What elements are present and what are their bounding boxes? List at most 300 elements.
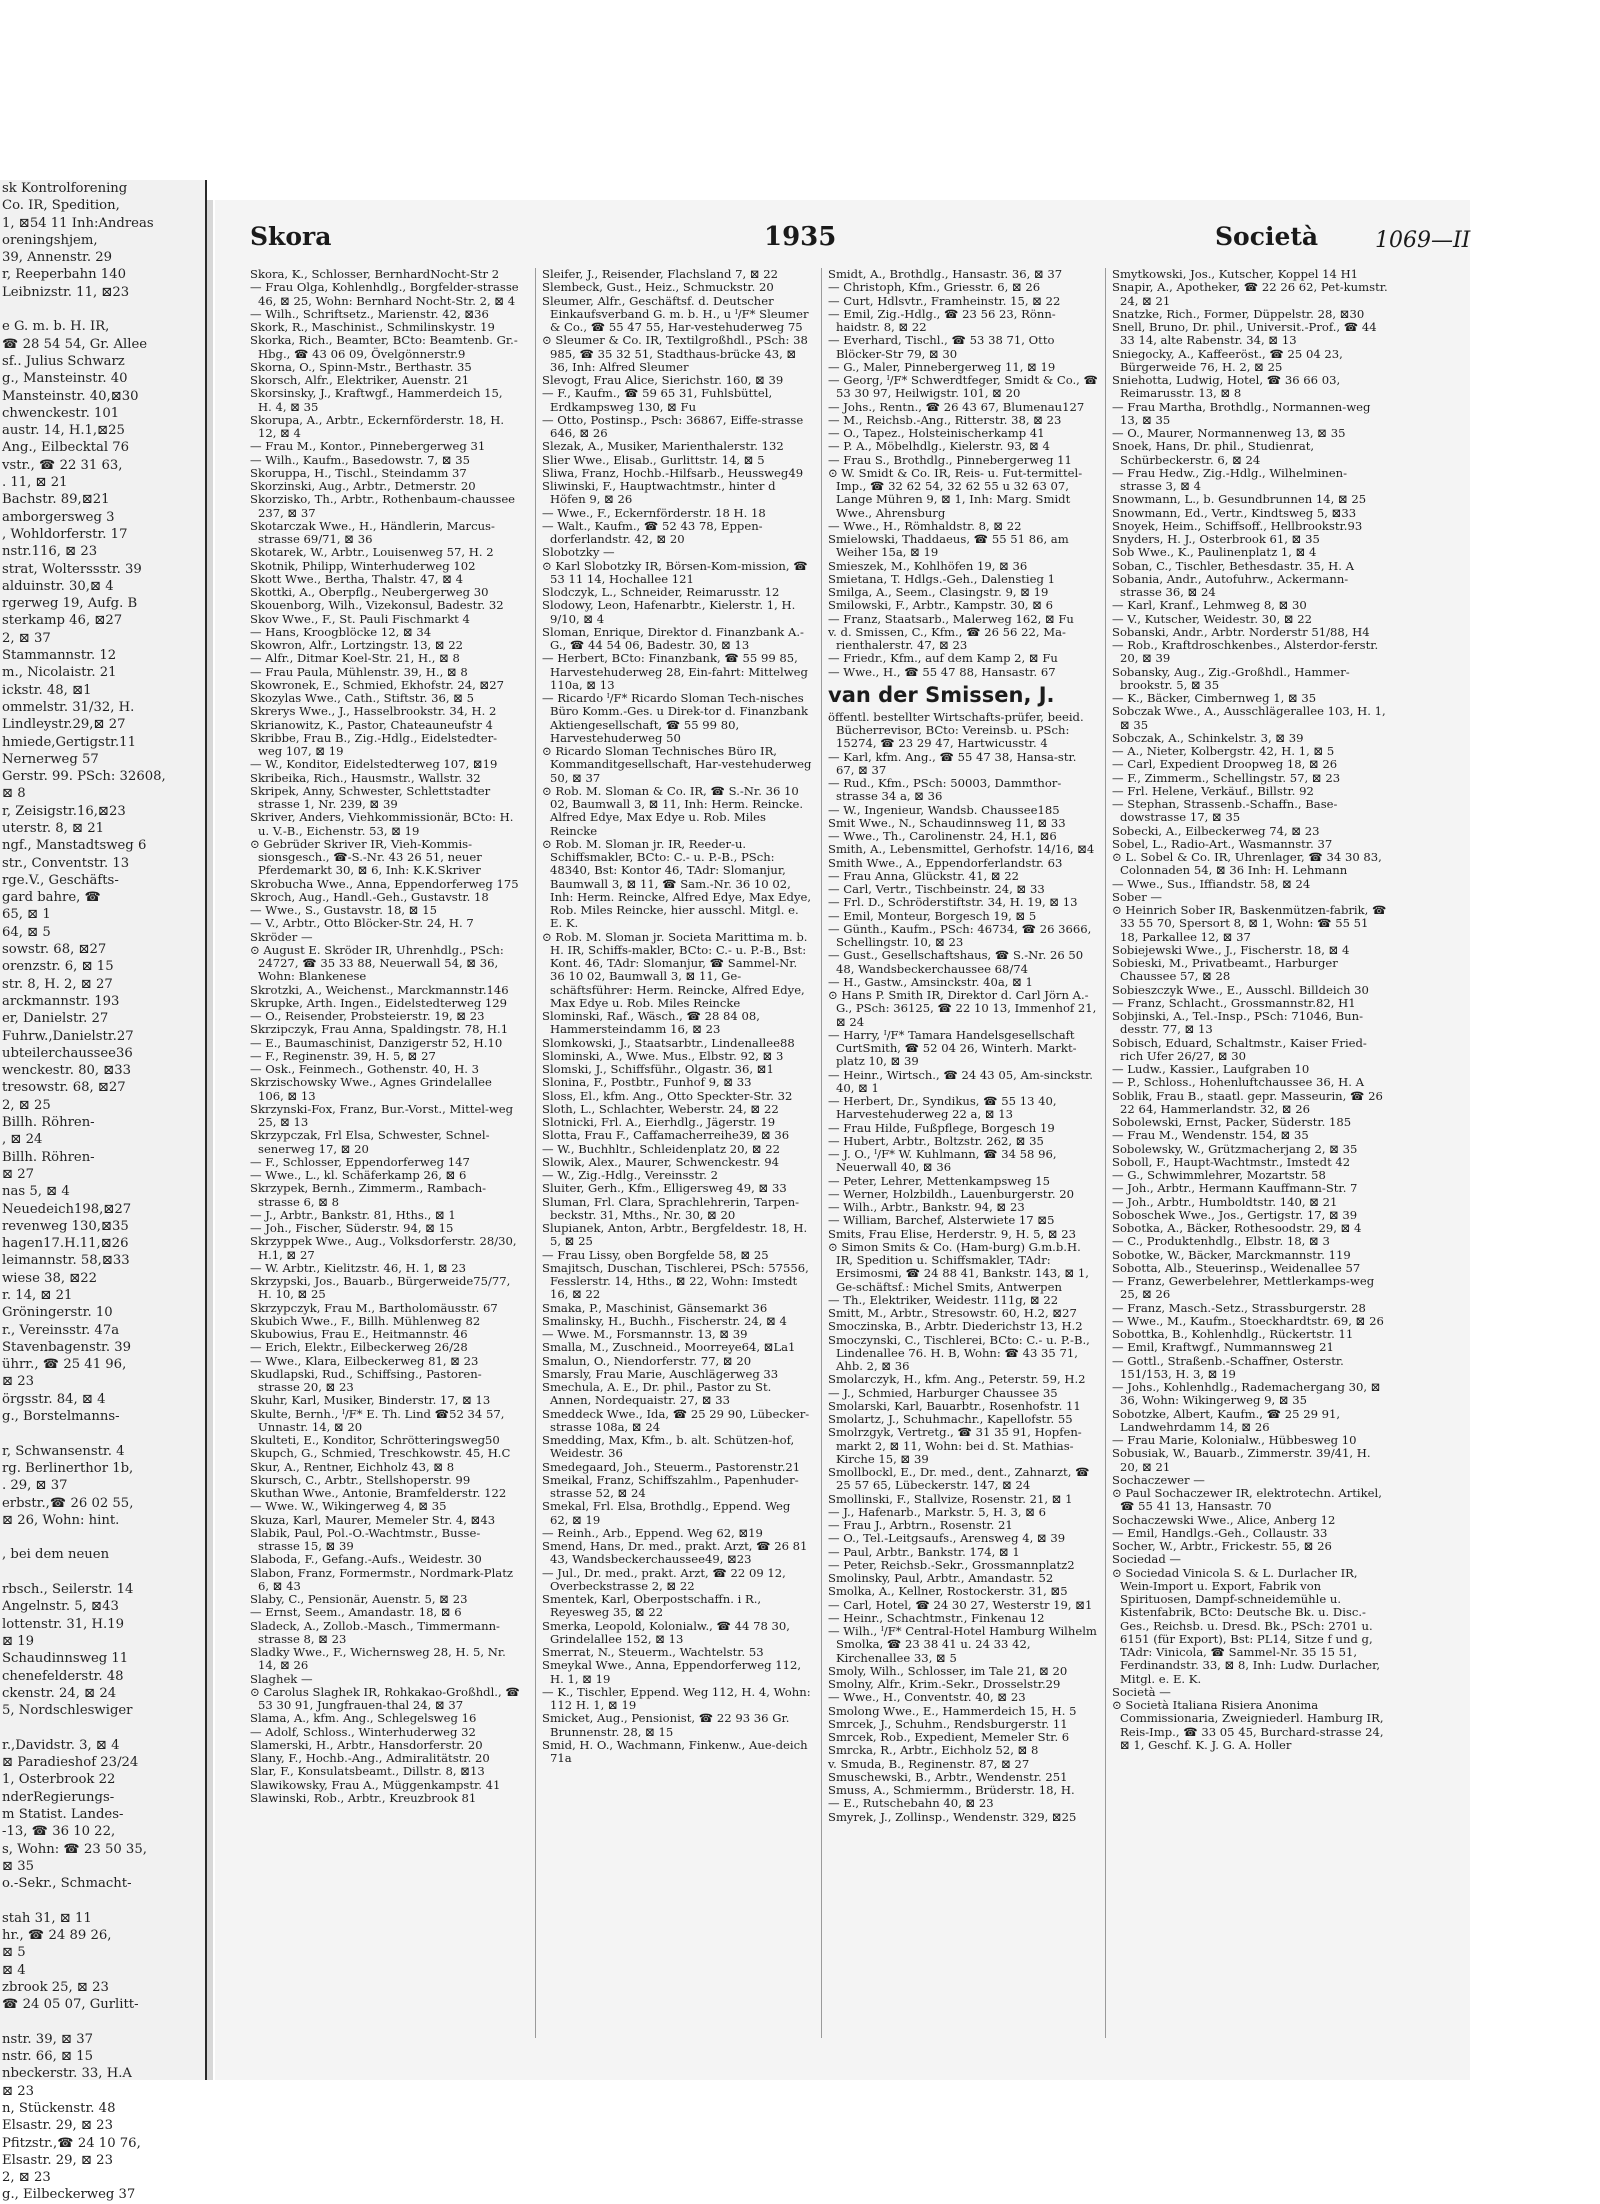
directory-entry: Slotta, Frau F., Caffamacherreihe39, ⊠ 36 [542, 1128, 790, 1143]
directory-entry: Sobotke, W., Bäcker, Marckmannstr. 119 [1112, 1247, 1351, 1262]
left-page-line: leimannstr. 58,⊠33 [2, 1253, 130, 1269]
directory-entry: Skrzipczyk, Frau Anna, Spaldingstr. 78, H.1 [250, 1022, 509, 1037]
directory-entry: — J. O., ᴵ/F* W. Kuhlmann, ☎ 34 58 96, Neuerwall 40, ⊠ 36 [828, 1147, 1057, 1175]
directory-entry: — Reinh., Arb., Eppend. Weg 62, ⊠19 [542, 1525, 763, 1540]
directory-entry: Smrcek, Rob., Expedient, Memeler Str. 6 [828, 1730, 1070, 1744]
directory-entry: — Frau Paula, Mühlenstr. 39, H., ⊠ 8 [250, 664, 468, 679]
left-page-line: hmiede,Gertigstr.11 [2, 734, 136, 750]
left-page-line: vstr., ☎ 22 31 63, [2, 457, 123, 473]
left-page-line: Co. IR, Spedition, [2, 198, 120, 214]
left-page-line: ⊠ 19 [2, 1633, 35, 1649]
directory-entry: — Harry, ᴵ/F* Tamara Handelsgesellschaft CurtSmith, ☎ 52 04 26, Winterh. Markt-platz 10, ⊠ 39 [828, 1027, 1077, 1069]
directory-entry: Skotnik, Philipp, Winterhuderweg 102 [250, 558, 476, 573]
left-page-line: ⊠ 8 [2, 786, 26, 802]
directory-entry: Skupch, G., Schmied, Treschkowstr. 45, H.C [250, 1446, 511, 1461]
directory-entry: — Joh., Fischer, Süderstr. 94, ⊠ 15 [250, 1221, 454, 1235]
left-page-line: r, Zeisigstr.16,⊠23 [2, 803, 126, 819]
left-page-line: strat, Wolterssstr. 39 [2, 561, 142, 577]
directory-entry: Slodczyk, L., Schneider, Reimarusstr. 12 [542, 585, 780, 599]
left-page-line: sf.. Julius Schwarz [2, 353, 125, 369]
directory-entry: — Wwe., H., Römhaldstr. 8, ⊠ 22 [828, 518, 1022, 533]
directory-entry: Slomkowski, J., Staatsarbtr., Lindenallee88 [542, 1035, 795, 1050]
directory-entry: — Frau Martha, Brothdlg., Normannen-weg 13, ⊠ 35 [1112, 399, 1371, 427]
left-page-line: Fuhrw.,Danielstr.27 [2, 1028, 134, 1044]
directory-entry: Smolrzgyk, Vertretg., ☎ 31 35 91, Hopfen-markt 2, ⊠ 11, Wohn: bei d. St. Mathias-Kirche 15, ⊠ 39 [828, 1425, 1082, 1466]
directory-entry: — J., Hafenarb., Markstr. 5, H. 3, ⊠ 6 [828, 1504, 1047, 1519]
left-page-line: wenckestr. 80, ⊠33 [2, 1063, 132, 1079]
directory-entry: — W., Buchhltr., Schleidenplatz 20, ⊠ 22 [542, 1141, 781, 1156]
directory-entry: — O., Tel.-Leitgsaufs., Arensweg 4, ⊠ 39 [828, 1531, 1066, 1546]
directory-entry: Smend, Hans, Dr. med., prakt. Arzt, ☎ 26 81 43, Wandsbeckerchaussee49, ⊠23 [542, 1539, 808, 1567]
directory-entry: — W., Zig.-Hdlg., Vereinsstr. 2 [542, 1168, 719, 1182]
directory-entry: Sloth, L., Schlachter, Weberstr. 24, ⊠ 22 [542, 1101, 779, 1116]
directory-entry: — Wwe., Sus., Iffiandstr. 58, ⊠ 24 [1112, 876, 1311, 891]
left-page-line: Gröningerstr. 10 [2, 1305, 113, 1321]
directory-entry: — F., Reginenstr. 39, H. 5, ⊠ 27 [250, 1048, 436, 1063]
directory-entry: ⊙ Rob. M. Sloman jr. Societa Marittima m. b. H. IR, Schiffs-makler, BCto: C.- u. P.-B., Bst: Kont. 46, TAdr: Slomanjur, ☎ Sammel-Nr. 36 10 02, Baumwall 3, ⊠ 11, Ge-schäftsführer: Herm. Reincke, Alfred Edye, Max Edye u. Rob. Miles Reincke [542, 929, 808, 1010]
left-page-line: Bachstr. 89,⊠21 [2, 492, 110, 508]
directory-entry: — Everhard, Tischl., ☎ 53 38 71, Otto Blöcker-Str 79, ⊠ 30 [828, 333, 1055, 361]
directory-entry: Smilga, A., Seem., Clasingstr. 9, ⊠ 19 [828, 585, 1049, 599]
directory-entry: — Frl. Helene, Verkäuf., Billstr. 92 [1112, 783, 1314, 798]
directory-entry: — Paul, Arbtr., Bankstr. 174, ⊠ 1 [828, 1544, 1020, 1559]
directory-entry: Slomski, J., Schiffsführ., Olgastr. 36, ⊠1 [542, 1062, 774, 1076]
directory-entry: Skorzisko, Th., Arbtr., Rothenbaum-chaussee 237, ⊠ 37 [250, 492, 516, 520]
left-page-line: Neuedeich198,⊠27 [2, 1201, 132, 1217]
left-page-line: nas 5, ⊠ 4 [2, 1184, 70, 1200]
left-page-line [0, 1425, 205, 1442]
directory-entry: Smicket, Aug., Pensionist, ☎ 22 93 36 Gr. Brunnenstr. 28, ⊠ 15 [542, 1711, 790, 1739]
directory-entry: Smeikal, Franz, Schiffszahlm., Papenhuder-strasse 52, ⊠ 24 [542, 1472, 799, 1500]
running-head-right: Società [1215, 222, 1319, 251]
directory-entry: ⊙ Gebrüder Skriver IR, Vieh-Kommis-sionsgesch., ☎-S.-Nr. 43 26 51, neuer Pferdemarkt 30, ⊠ 6, Inh: K.K.Skriver [250, 836, 482, 878]
directory-entry: — A., Nieter, Kolbergstr. 42, H. 1, ⊠ 5 [1112, 744, 1335, 758]
left-page-fragment [0, 180, 207, 2203]
directory-entry: Sobotzke, Albert, Kaufm., ☎ 25 29 91, Landwehrdamm 14, ⊠ 26 [1112, 1406, 1341, 1434]
directory-entry: Sobotka, A., Bäcker, Rothesoodstr. 29, ⊠ 4 [1112, 1221, 1362, 1235]
left-page-line: Schaudinnsweg 11 [2, 1651, 129, 1667]
left-page-line: nstr. 39, ⊠ 37 [2, 2031, 93, 2047]
directory-entry: Smidt, A., Brothdlg., Hansastr. 36, ⊠ 37 [828, 267, 1063, 281]
directory-entry: — Frau Anna, Glückstr. 41, ⊠ 22 [828, 868, 1019, 883]
directory-entry: — Th., Elektriker, Weidestr. 111g, ⊠ 22 [828, 1292, 1059, 1307]
left-page-line: 2, ⊠ 25 [2, 1097, 51, 1113]
left-page-line: örgsstr. 84, ⊠ 4 [2, 1391, 106, 1407]
left-page-line: s, Wohn: ☎ 23 50 35, [2, 1841, 147, 1857]
directory-entry: Skozylas Wwe., Cath., Stiftstr. 36, ⊠ 5 [250, 691, 474, 705]
left-page-line: rge.V., Geschäfts- [2, 872, 119, 888]
directory-entry: — Wwe., F., Eckernförderstr. 18 H. 18 [542, 505, 766, 520]
left-page-line: , bei dem neuen [2, 1547, 110, 1563]
directory-entry: — Heinr., Schachtmstr., Finkenau 12 [828, 1610, 1045, 1625]
directory-entry: — Wilh., ᴵ/F* Central-Hotel Hamburg Wilhelm Smolka, ☎ 23 38 41 u. 24 33 42, Kirchenallee 33, ⊠ 5 [828, 1624, 1097, 1665]
directory-entry: Soblik, Frau B., staatl. gepr. Masseurin, ☎ 26 22 64, Hammerlandstr. 32, ⊠ 26 [1112, 1088, 1383, 1116]
left-page-line: orenzstr. 6, ⊠ 15 [2, 959, 114, 975]
directory-entry: Sober — [1112, 889, 1163, 904]
directory-entry: Smolarczyk, H., kfm. Ang., Peterstr. 59, H.2 [828, 1372, 1086, 1387]
running-head-left: Skora [250, 222, 332, 251]
directory-entry: — Frau M., Wendenstr. 154, ⊠ 35 [1112, 1128, 1309, 1143]
directory-entry: Skotarczak Wwe., H., Händlerin, Marcus-strasse 69/71, ⊠ 36 [250, 518, 495, 546]
directory-entry: — Franz, Masch.-Setz., Strassburgerstr. 28 [1112, 1300, 1366, 1315]
directory-entry: Sloss, El., kfm. Ang., Otto Speckter-Str. 32 [542, 1088, 793, 1103]
directory-entry: — Christoph, Kfm., Griesstr. 6, ⊠ 26 [828, 280, 1041, 295]
directory-entry: Sob Wwe., K., Paulinenplatz 1, ⊠ 4 [1112, 545, 1317, 560]
left-page-line: oreningshjem, [2, 232, 98, 248]
directory-entry: Sobczak Wwe., A., Ausschlägerallee 103, H. 1, ⊠ 35 [1112, 704, 1386, 732]
left-page-line: ⊠ 5 [2, 1945, 26, 1961]
directory-entry: Smolny, Alfr., Krim.-Sekr., Drosselstr.29 [828, 1677, 1061, 1691]
left-page-line: hr., ☎ 24 89 26, [2, 1927, 112, 1943]
left-page-line: zbrook 25, ⊠ 23 [2, 1979, 109, 1995]
directory-entry: Skröder — [250, 929, 313, 944]
directory-column-3 [828, 268, 1098, 2038]
directory-entry: — Heinr., Wirtsch., ☎ 24 43 05, Am-sinckstr. 40, ⊠ 1 [828, 1067, 1093, 1095]
left-page-line [0, 301, 205, 318]
directory-entry: — Carl, Vertr., Tischbeinstr. 24, ⊠ 33 [828, 882, 1045, 896]
left-page-line: ührr., ☎ 25 41 96, [2, 1357, 127, 1373]
directory-entry: — Wilh., Arbtr., Bankstr. 94, ⊠ 23 [828, 1200, 1025, 1214]
directory-entry: Società — [1112, 1684, 1171, 1699]
directory-entry: Snoyek, Heim., Schiffsoff., Hellbrookstr.93 [1112, 518, 1363, 533]
directory-entry: ⊙ L. Sobel & Co. IR, Uhrenlager, ☎ 34 30 83, Colonnaden 54, ⊠ 36 Inh: H. Lehmann [1112, 850, 1382, 878]
directory-entry: Smyrek, J., Zollinsp., Wendenstr. 329, ⊠25 [828, 1809, 1077, 1824]
directory-entry: Smekal, Frl. Elsa, Brothdlg., Eppend. Weg 62, ⊠ 19 [542, 1499, 791, 1527]
left-page-line: . 11, ⊠ 21 [2, 475, 68, 491]
directory-entry: — K., Tischler, Eppend. Weg 112, H. 4, Wohn: 112 H. 1, ⊠ 19 [542, 1684, 811, 1712]
directory-entry: — Hans, Kroogblöcke 12, ⊠ 34 [250, 624, 432, 639]
directory-column-1 [250, 268, 520, 2038]
left-page-line: Billh. Röhren- [2, 1149, 95, 1165]
left-page-line: Stavenbagenstr. 39 [2, 1339, 132, 1355]
left-page-line: Ang., Eilbecktal 76 [2, 440, 130, 456]
directory-entry: Snell, Bruno, Dr. phil., Universit.-Prof., ☎ 44 33 14, alte Rabenstr. 34, ⊠ 13 [1112, 320, 1377, 348]
directory-entry: — Wwe., Th., Carolinenstr. 24, H.1, ⊠6 [828, 829, 1057, 843]
directory-entry: ⊙ Ricardo Sloman Technisches Büro IR, Kommanditgesellschaft, Har-vestehuderweg 50, ⊠ 37 [542, 744, 812, 785]
left-page-line: str., Conventstr. 13 [2, 855, 130, 871]
left-page-line: Angelnstr. 5, ⊠43 [2, 1599, 119, 1615]
directory-entry: Skulte, Bernh., ᴵ/F* E. Th. Lind ☎52 34 57, Unnastr. 14, ⊠ 20 [250, 1406, 505, 1434]
directory-entry: Skowronek, E., Schmied, Ekhofstr. 24, ⊠27 [250, 677, 504, 692]
directory-entry: — W. Arbtr., Kielitzstr. 46, H. 1, ⊠ 23 [250, 1260, 467, 1275]
directory-entry: Sleumer, Alfr., Geschäftsf. d. Deutscher Einkaufsverband G. m. b. H., u ᴵ/F* Sleumer & Co., ☎ 55 47 55, Har-vestehuderweg 75 [542, 293, 809, 334]
directory-entry: Sociedad — [1112, 1552, 1182, 1567]
directory-entry: Skriver, Anders, Viehkommissionär, BCto: H. u. V.-B., Eichenstr. 53, ⊠ 19 [250, 810, 514, 838]
directory-entry: Skubich Wwe., F., Billh. Mühlenweg 82 [250, 1313, 481, 1328]
directory-entry: Snowmann, Ed., Vertr., Kindtsweg 5, ⊠33 [1112, 505, 1357, 520]
directory-entry: Sobczak, A., Schinkelstr. 3, ⊠ 39 [1112, 730, 1304, 745]
directory-entry: Smitt, M., Arbtr., Stresowstr. 60, H.2, ⊠27 [828, 1306, 1077, 1320]
directory-entry: — Alfr., Ditmar Koel-Str. 21, H., ⊠ 8 [250, 651, 460, 666]
directory-entry: Smolinsky, Paul, Arbtr., Amandastr. 52 [828, 1571, 1054, 1585]
directory-entry: — Emil, Zig.-Hdlg., ☎ 23 56 23, Rönn-haidstr. 8, ⊠ 22 [828, 306, 1056, 334]
directory-entry: Skrerys Wwe., J., Hasselbrookstr. 34, H. 2 [250, 704, 497, 719]
directory-entry: — E., Rutschebahn 40, ⊠ 23 [828, 1796, 994, 1811]
directory-entry: Sobansky, Aug., Zig.-Großhdl., Hammer-brookstr. 5, ⊠ 35 [1112, 664, 1350, 692]
directory-entry: — G., Maler, Pinnebergerweg 11, ⊠ 19 [828, 359, 1056, 374]
directory-entry: Sladeck, A., Zollob.-Masch., Timmermann-strasse 8, ⊠ 23 [250, 1618, 500, 1646]
left-page-line: ⊠ Paradieshof 23/24 [2, 1755, 139, 1771]
left-page-line: Lindleystr.29,⊠ 27 [2, 717, 126, 733]
directory-entry: — Curt, Hdlsvtr., Framheinstr. 15, ⊠ 22 [828, 293, 1061, 308]
directory-entry: — V., Kutscher, Weidestr. 30, ⊠ 22 [1112, 611, 1312, 626]
directory-entry: Slabik, Paul, Pol.-O.-Wachtmstr., Busse-strasse 15, ⊠ 39 [250, 1525, 481, 1553]
left-page-line: austr. 14, H.1,⊠25 [2, 423, 125, 439]
directory-entry: Slezak, A., Musiker, Marienthalerstr. 132 [542, 439, 784, 454]
directory-entry: Skrzypczyk, Frau M., Bartholomäusstr. 67 [250, 1300, 498, 1315]
directory-entry: — J., Arbtr., Bankstr. 81, Hths., ⊠ 1 [250, 1207, 456, 1222]
directory-entry: — Wwe. M., Forsmannstr. 13, ⊠ 39 [542, 1327, 748, 1341]
directory-entry: Slembeck, Gust., Heiz., Schmuckstr. 20 [542, 280, 774, 295]
directory-entry: Skrobucha Wwe., Anna, Eppendorferweg 175 [250, 876, 519, 891]
directory-entry: Slaboda, F., Gefang.-Aufs., Weidestr. 30 [250, 1552, 482, 1567]
directory-entry: — Wilh., Kaufm., Basedowstr. 7, ⊠ 35 [250, 452, 471, 467]
left-page-line: Elsastr. 29, ⊠ 23 [2, 2152, 113, 2168]
directory-entry: ⊙ Karl Slobotzky IR, Börsen-Kom-mission, ☎ 53 11 14, Hochallee 121 [542, 558, 808, 586]
directory-entry: — Rud., Kfm., PSch: 50003, Dammthor-strasse 34 a, ⊠ 36 [828, 776, 1062, 804]
left-page-line: , ⊠ 24 [2, 1132, 43, 1148]
directory-entry: v. d. Smissen, C., Kfm., ☎ 26 56 22, Ma-rienthalerstr. 47, ⊠ 23 [828, 624, 1066, 652]
directory-entry: — Hubert, Arbtr., Boltzstr. 262, ⊠ 35 [828, 1133, 1044, 1148]
directory-entry: — Emil, Handlgs.-Geh., Collaustr. 33 [1112, 1525, 1328, 1540]
directory-entry: — Frau Olga, Kohlenhdlg., Borgfelder-strasse 46, ⊠ 25, Wohn: Bernhard Nocht-Str. 2, ⊠ 4 [250, 280, 519, 308]
column-rule [1105, 268, 1106, 2038]
directory-entry: Smolartz, J., Schuhmachr., Kapellofstr. 55 [828, 1412, 1073, 1426]
directory-entry: ⊙ Società Italiana Risiera Anonima Commissionaria, Zweigniederl. Hamburg IR, Reis-Imp., ☎ 33 05 45, Burchard-strasse 24, ⊠ 1, Geschf. K. J. G. A. Holler [1112, 1698, 1384, 1752]
directory-entry: — Johs., Rentn., ☎ 26 43 67, Blumenau127 [828, 399, 1085, 414]
directory-entry: Snoek, Hans, Dr. phil., Studienrat, Schürbeckerstr. 6, ⊠ 24 [1112, 439, 1315, 467]
left-page-line: ⊠ 23 [2, 1374, 35, 1390]
directory-entry: Sobecki, A., Eilbeckerweg 74, ⊠ 23 [1112, 823, 1320, 838]
directory-entry: Smietana, T. Hdlgs.-Geh., Dalenstieg 1 [828, 571, 1055, 586]
directory-entry: öffentl. bestellter Wirtschafts-prüfer, beeid. Bücherrevisor, BCto: Vereinsb. u. PSch: 15274, ☎ 23 29 47, Hartwicusstr. 4 [828, 709, 1084, 751]
left-page-line: str. 8, H. 2, ⊠ 27 [2, 976, 113, 992]
directory-entry: — Franz, Schlacht., Grossmannstr.82, H1 [1112, 995, 1356, 1010]
left-page-line: tresowstr. 68, ⊠27 [2, 1080, 126, 1096]
directory-entry: Smedding, Max, Kfm., b. alt. Schützen-hof, Weidestr. 36 [542, 1433, 795, 1461]
left-page-line: Gerstr. 99. PSch: 32608, [2, 769, 166, 785]
left-page-line: nderRegierungs- [2, 1789, 115, 1805]
directory-entry: Sobisch, Eduard, Schaltmstr., Kaiser Fried-rich Ufer 26/27, ⊠ 30 [1112, 1035, 1367, 1063]
directory-entry: — Wwe., H., ☎ 55 47 88, Hansastr. 67 [828, 664, 1056, 679]
left-page-line: ubteilerchaussee36 [2, 1045, 133, 1061]
directory-entry: Skrzynski-Fox, Franz, Bur.-Vorst., Mittel-weg 25, ⊠ 13 [250, 1101, 514, 1129]
directory-entry: Sochaczewski Wwe., Alice, Anberg 12 [1112, 1512, 1336, 1527]
left-page-line: Elsastr. 29, ⊠ 23 [2, 2118, 113, 2134]
directory-entry: Smits, Frau Elise, Herderstr. 9, H. 5, ⊠ 23 [828, 1226, 1077, 1241]
left-page-line: nstr. 66, ⊠ 15 [2, 2049, 93, 2065]
directory-entry: Sochaczewer — [1112, 1472, 1205, 1487]
left-page-line: 5, Nordschleswiger [2, 1703, 133, 1719]
directory-entry: Skrianowitz, K., Pastor, Chateauneufstr 4 [250, 717, 493, 732]
left-page-line: sterkamp 46, ⊠27 [2, 613, 123, 629]
left-page-line: 2, ⊠ 23 [2, 2170, 51, 2186]
running-head-year: 1935 [764, 222, 837, 252]
directory-entry: Smerrat, N., Steuerm., Wachtelstr. 53 [542, 1645, 764, 1659]
directory-entry: Sloman, Enrique, Direktor d. Finanzbank A.-G., ☎ 44 54 06, Badestr. 30, ⊠ 13 [542, 624, 804, 652]
directory-entry: Smit Wwe., N., Schaudinnsweg 11, ⊠ 33 [828, 815, 1066, 830]
directory-entry: Smeykal Wwe., Anna, Eppendorferweg 112, H. 1, ⊠ 19 [542, 1658, 802, 1686]
directory-entry: ⊙ Sociedad Vinicola S. & L. Durlacher IR, Wein-Import u. Export, Fabrik von Spirituosen, Dampf-schneidemühle u. Kistenfabrik, BCto: Deutsche Bk. u. Disc.-Ges., Reichsb. u. Dresd. Bk., PSch: 2701 u. 6151 (für Export), Bst: PL14, Sitze f und g, TAdr: Vinicola, ☎ Sammel-Nr. 35 15 51, Ferdinandstr. 33, ⊠ 8, Inh: Ludw. Durlacher, Mitgl. e. E. K. [1112, 1565, 1381, 1686]
left-page-line [0, 1892, 205, 1909]
directory-entry: — K., Bäcker, Cimbernweg 1, ⊠ 35 [1112, 691, 1317, 705]
left-page-line: lottenstr. 31, H.19 [2, 1616, 124, 1632]
directory-entry: Skorsch, Alfr., Elektriker, Auenstr. 21 [250, 373, 470, 387]
left-page-line: arckmannstr. 193 [2, 993, 120, 1009]
left-page-line: ⊠ 4 [2, 1962, 26, 1978]
directory-entry: — Wwe., L., kl. Schäferkamp 26, ⊠ 6 [250, 1168, 467, 1182]
directory-entry: Smechula, A. E., Dr. phil., Pastor zu St. Annen, Nordequaistr. 27, ⊠ 33 [542, 1380, 772, 1408]
left-page-line: ☎ 28 54 54, Gr. Allee [2, 336, 148, 352]
directory-entry: — Johs., Kohlenhdlg., Rademachergang 30, ⊠ 36, Wohn: Wikingerweg 9, ⊠ 35 [1112, 1380, 1381, 1408]
directory-entry: Sobieski, M., Privatbeamt., Harburger Chaussee 57, ⊠ 28 [1112, 956, 1338, 984]
left-page-line [0, 2013, 205, 2030]
directory-entry: Skotarek, W., Arbtr., Louisenweg 57, H. 2 [250, 545, 494, 560]
directory-entry: Skorsinsky, J., Kraftwgf., Hammerdeich 15, H. 4, ⊠ 35 [250, 386, 503, 414]
directory-entry: Smuschewski, B., Arbtr., Wendenstr. 251 [828, 1769, 1068, 1784]
directory-entry: — W., Konditor, Eidelstedterweg 107, ⊠19 [250, 757, 498, 772]
directory-entry: Sobottka, B., Kohlenhdlg., Rückertstr. 11 [1112, 1327, 1354, 1341]
directory-entry: Skuhr, Karl, Musiker, Binderstr. 17, ⊠ 13 [250, 1393, 491, 1408]
directory-entry: Skudlapski, Rud., Schiffsing., Pastoren-strasse 20, ⊠ 23 [250, 1366, 482, 1394]
left-page-line: ⊠ 26, Wohn: hint. [2, 1512, 120, 1528]
directory-entry: — F., Zimmerm., Schellingstr. 57, ⊠ 23 [1112, 770, 1341, 785]
directory-entry: Skork, R., Maschinist., Schmilinskystr. 19 [250, 320, 495, 334]
directory-entry: Sobieszczyk Wwe., E., Ausschl. Billdeich 30 [1112, 982, 1369, 997]
directory-entry: Slany, F., Hochb.-Ang., Admiralitätstr. 20 [250, 1751, 490, 1765]
left-page-line: erbstr.,☎ 26 02 55, [2, 1495, 134, 1511]
directory-entry: Sobania, Andr., Autofuhrw., Ackermann-strasse 36, ⊠ 24 [1112, 571, 1349, 599]
left-page-line: Pfitzstr.,☎ 24 10 76, [2, 2135, 141, 2151]
left-page-line: ⊠ 23 [2, 2083, 35, 2099]
left-page-line: . 29, ⊠ 37 [2, 1478, 68, 1494]
directory-entry: Skripek, Anny, Schwester, Schlettstadter strasse 1, Nr. 239, ⊠ 39 [250, 783, 491, 811]
directory-entry: Slar, F., Konsulatsbeamt., Dillstr. 8, ⊠13 [250, 1764, 485, 1779]
directory-entry: — Rob., Kraftdroschkenbes., Alsterdor-ferstr. 20, ⊠ 39 [1112, 638, 1379, 666]
directory-entry: Smajitsch, Duschan, Tischlerei, PSch: 57556, Fesslerstr. 14, Hths., ⊠ 22, Wohn: Imstedt 16, ⊠ 22 [542, 1260, 809, 1302]
directory-entry: Smoly, Wilh., Schlosser, im Tale 21, ⊠ 20 [828, 1663, 1068, 1678]
directory-entry: — F., Kaufm., ☎ 59 65 31, Fuhlsbüttel, Erdkampsweg 130, ⊠ Fu [542, 386, 773, 414]
directory-entry: Smielowski, Thaddaeus, ☎ 55 51 86, am Weiher 15a, ⊠ 19 [828, 532, 1069, 560]
directory-entry: — Gust., Gesellschaftshaus, ☎ S.-Nr. 26 50 48, Wandsbeckerchaussee 68/74 [828, 948, 1084, 976]
left-page-line: nstr.116, ⊠ 23 [2, 544, 98, 560]
directory-entry: Skrzypek, Bernh., Zimmerm., Rambach-strasse 6, ⊠ 8 [250, 1181, 487, 1209]
left-page-line: sowstr. 68, ⊠27 [2, 942, 107, 958]
directory-entry: Smoczynski, C., Tischlerei, BCto: C.- u. P.-B., Lindenallee 76. H. B, Wohn: ☎ 43 35 71, Ahb. 2, ⊠ 36 [828, 1332, 1090, 1373]
directory-entry: Socher, W., Arbtr., Frickestr. 55, ⊠ 26 [1112, 1539, 1332, 1553]
directory-entry: Sniehotta, Ludwig, Hotel, ☎ 36 66 03, Reimarusstr. 13, ⊠ 8 [1112, 373, 1341, 401]
left-page-line: ⊠ 27 [2, 1166, 35, 1182]
directory-column-2 [542, 268, 812, 2038]
directory-entry: Sladky Wwe., F., Wichernsweg 28, H. 5, Nr. 14, ⊠ 26 [250, 1645, 506, 1673]
directory-entry: Slominski, Raf., Wäsch., ☎ 28 84 08, Hammersteindamm 16, ⊠ 23 [542, 1009, 760, 1037]
directory-entry: Smith Wwe., A., Eppendorferlandstr. 63 [828, 855, 1063, 870]
directory-entry: Skrzypczak, Frl Elsa, Schwester, Schnel-senerweg 17, ⊠ 20 [250, 1128, 490, 1156]
left-page-line: ickstr. 48, ⊠1 [2, 682, 92, 698]
directory-entry: Slominski, A., Wwe. Mus., Elbstr. 92, ⊠ 3 [542, 1048, 784, 1063]
left-page-line: m., Nicolaistr. 21 [2, 665, 117, 681]
directory-entry: — Frl. D., Schröderstiftstr. 34, H. 19, ⊠ 13 [828, 895, 1078, 910]
directory-entry: Smuss, A., Schmiermm., Brüderstr. 18, H. [828, 1783, 1075, 1797]
directory-entry: Smid, H. O., Wachmann, Finkenw., Aue-deich 71a [542, 1737, 808, 1765]
directory-entry: — Wwe., S., Gustavstr. 18, ⊠ 15 [250, 903, 437, 917]
directory-entry: Skroch, Aug., Handl.-Geh., Gustavstr. 18 [250, 889, 489, 904]
directory-entry: Smolong Wwe., E., Hammerdeich 15, H. 5 [828, 1703, 1077, 1718]
directory-entry: Skrzyppek Wwe., Aug., Volksdorferstr. 28/30, H.1, ⊠ 27 [250, 1234, 517, 1262]
directory-entry: — M., Reichsb.-Ang., Ritterstr. 38, ⊠ 23 [828, 412, 1062, 427]
directory-entry: — Frau Hedw., Zig.-Hdlg., Wilhelminen-strasse 3, ⊠ 4 [1112, 465, 1348, 493]
left-page-line: g., Mansteinstr. 40 [2, 371, 128, 387]
left-page-line: r., Vereinsstr. 47a [2, 1322, 120, 1338]
directory-entry: Smilowski, F., Arbtr., Kampstr. 30, ⊠ 6 [828, 598, 1054, 613]
directory-entry: Sobolewski, Ernst, Packer, Süderstr. 185 [1112, 1115, 1352, 1129]
left-page-line: Stammannstr. 12 [2, 648, 117, 664]
directory-entry: — Ricardo ᴵ/F* Ricardo Sloman Tech-nisches Büro Komm.-Ges. u Direk-tor d. Finanzbank Aktiengesellschaft, ☎ 55 99 80, Harvestehuderweg 50 [542, 691, 809, 745]
directory-entry: Smerka, Leopold, Kolonialw., ☎ 44 78 30, Grindelallee 152, ⊠ 13 [542, 1618, 790, 1646]
left-page-line: ngf., Manstadtsweg 6 [2, 838, 147, 854]
directory-entry: Slonina, F., Postbtr., Funhof 9, ⊠ 33 [542, 1075, 752, 1090]
left-page-line: Nernerweg 57 [2, 751, 99, 767]
directory-entry: Smolarski, Karl, Bauarbtr., Rosenhofstr. 11 [828, 1398, 1081, 1413]
left-page-line: o.-Sekr., Schmacht- [2, 1876, 132, 1892]
directory-entry: Slowik, Alex., Maurer, Schwenckestr. 94 [542, 1154, 780, 1169]
directory-entry: Smytkowski, Jos., Kutscher, Koppel 14 H1 [1112, 267, 1359, 281]
directory-entry: Skouenborg, Wilh., Vizekonsul, Badestr. 32 [250, 598, 504, 613]
directory-entry: — E., Baumaschinist, Danzigerstr 52, H.10 [250, 1035, 503, 1050]
left-page-line: 1, ⊠54 11 Inh:Andreas [2, 215, 154, 231]
left-page-line: chwenckestr. 101 [2, 405, 120, 421]
left-page-line: rgerweg 19, Aufg. B [2, 596, 138, 612]
directory-entry: Slawikowsky, Frau A., Müggenkampstr. 41 [250, 1777, 501, 1792]
directory-entry: Slier Wwe., Elisab., Gurlittstr. 14, ⊠ 5 [542, 452, 765, 467]
left-page-line: Mansteinstr. 40,⊠30 [2, 388, 139, 404]
directory-entry: Sluman, Frl. Clara, Sprachlehrerin, Tarpen-beckstr. 31, Mths., Nr. 30, ⊠ 20 [542, 1194, 800, 1222]
directory-entry: Slawinski, Rob., Arbtr., Kreuzbrook 81 [250, 1790, 477, 1805]
column-rule [535, 268, 536, 2038]
page-number: 1069—II [1375, 228, 1471, 253]
directory-entry: — Peter, Lehrer, Mettenkampsweg 15 [828, 1173, 1050, 1188]
left-page-line: 39, Annenstr. 29 [2, 250, 113, 266]
directory-column-4 [1112, 268, 1388, 2038]
directory-entry: — Frau Lissy, oben Borgfelde 58, ⊠ 25 [542, 1247, 769, 1262]
left-page-line: amborgersweg 3 [2, 509, 115, 525]
directory-entry: Skuthan Wwe., Antonie, Bramfelderstr. 122 [250, 1486, 507, 1500]
directory-entry: Sliwa, Franz, Hochb.-Hilfsarb., Heussweg49 [542, 465, 804, 480]
directory-entry: ⊙ Simon Smits & Co. (Ham-burg) G.m.b.H. IR, Spedition u. Schiffsmakler, TAdr: Ersimosmi, ☎ 24 88 41, Bankstr. 143, ⊠ 1, Ge-schäftsf.: Michel Smits, Antwerpen [828, 1239, 1089, 1294]
directory-entry: Sobotta, Alb., Steuerinsp., Weidenallee 57 [1112, 1260, 1361, 1275]
directory-entry: — O., Reisender, Probsteierstr. 19, ⊠ 23 [250, 1009, 485, 1023]
directory-entry: Skora, K., Schlosser, BernhardNocht-Str 2 [250, 267, 500, 281]
left-page-line: er, Danielstr. 27 [2, 1011, 109, 1027]
left-page-line: wiese 38, ⊠22 [2, 1270, 98, 1286]
book-gutter [207, 200, 213, 2080]
left-page-line: ⊠ 35 [2, 1858, 35, 1874]
directory-entry: — Erich, Elektr., Eilbeckerweg 26/28 [250, 1340, 468, 1355]
directory-entry: Smolka, A., Kellner, Rostockerstr. 31, ⊠5 [828, 1584, 1068, 1599]
left-page-line: r. 14, ⊠ 21 [2, 1288, 73, 1303]
directory-entry: — Karl, Kranf., Lehmweg 8, ⊠ 30 [1112, 598, 1307, 613]
directory-entry: Slaghek — [250, 1671, 313, 1686]
directory-entry: — William, Barchef, Alsterwiete 17 ⊠5 [828, 1213, 1055, 1228]
directory-entry: Slamerski, H., Arbtr., Hansdorferstr. 20 [250, 1737, 483, 1752]
directory-entry: Smentek, Karl, Oberpostschaffn. i R., Reyesweg 35, ⊠ 22 [542, 1592, 762, 1620]
directory-entry: ⊙ Carolus Slaghek IR, Rohkakao-Großhdl., ☎ 53 30 91, Jungfrauen-thal 24, ⊠ 37 [250, 1684, 520, 1712]
directory-entry: Slaby, C., Pensionär, Auenstr. 5, ⊠ 23 [250, 1592, 468, 1606]
directory-entry: — Werner, Holzbildh., Lauenburgerstr. 20 [828, 1186, 1074, 1201]
left-page-line: 1, Osterbrook 22 [2, 1772, 116, 1788]
directory-entry: Skorka, Rich., Beamter, BCto: Beamtenb. Gr.-Hbg., ☎ 43 06 09, Övelgönnerstr.9 [250, 333, 518, 361]
directory-entry: Soban, C., Tischler, Bethesdastr. 35, H. A [1112, 558, 1355, 573]
